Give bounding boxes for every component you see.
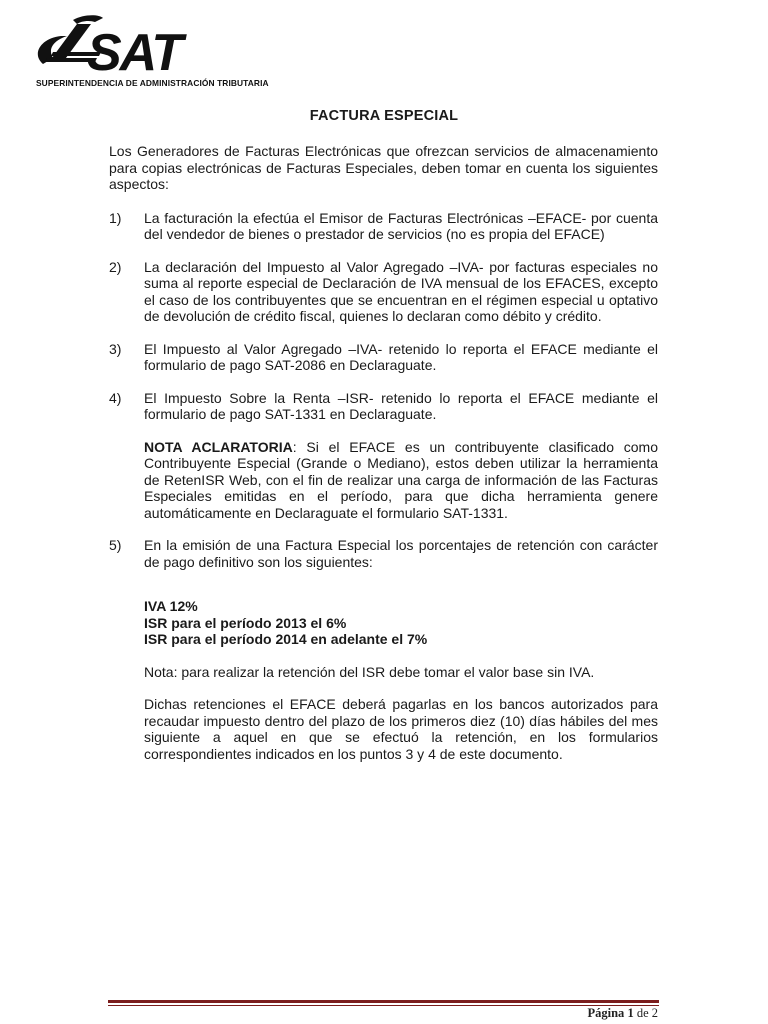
page-label: Página (587, 1006, 625, 1020)
list-item-text: La facturación la efectúa el Emisor de Facturas Electrónicas –EFACE- por cuenta del vendedor de bienes o prestador de servicios (no es propia del EFACE) (144, 209, 658, 242)
sat-logo-mark (33, 12, 248, 78)
nota-label: NOTA ACLARATORIA (144, 438, 293, 455)
list-item (109, 210, 658, 243)
footer-divider (108, 1000, 659, 1006)
list-item-number: 5) (109, 537, 122, 553)
list-item-number: 3) (109, 340, 122, 357)
page-total: 2 (651, 1006, 658, 1020)
nota-iva-base: Nota: para realizar la retención del ISR debe tomar el valor base sin IVA. (144, 663, 595, 680)
closing-paragraph: Dichas retenciones el EFACE deberá pagarlas en los bancos autorizados para recaudar impuesto dentro del plazo de los primeros diez (10) días hábiles del mes siguiente a aquel en que se efectuó la retención, en los formularios correspondientes indicados en los puntos 3 y 4 de este documento. (144, 696, 658, 762)
list-item-text: La declaración del Impuesto al Valor Agregado –IVA- por facturas especiales no suma al reporte especial de Declaración de IVA mensual de los EFACES, excepto el caso de los contribuyentes que se encuentran en el régimen especial u optativo de devolución de crédito fiscal, quienes lo declaran como débito y crédito. (144, 258, 658, 324)
list-item-text: En la emisión de una Factura Especial los porcentajes de retención con carácter de pago definitivo son los siguientes: (144, 537, 658, 570)
list-item (109, 259, 658, 325)
list-item-number: 2) (109, 258, 122, 275)
list-item (109, 390, 658, 423)
document-title: FACTURA ESPECIAL (309, 108, 459, 124)
intro-paragraph: Los Generadores de Facturas Electrónicas que ofrezcan servicios de almacenamiento para copias electrónicas de Facturas Especiales, deben tomar en cuenta los siguientes aspectos: (109, 143, 658, 192)
nota-text: : Si el EFACE es un contribuyente clasificado como Contribuyente Especial (Grande o Mediano), estos deben utilizar la herramienta de RetenISR Web, con el fin de realizar una carga de información de las Facturas Especiales emitidas en el período, para que dicha herramienta genere automáticamente en Declaraguate el formulario SAT-1331. (144, 438, 658, 521)
rate-isr-2013: ISR para el período 2013 el 6% (144, 614, 347, 631)
rate-isr-2014: ISR para el período 2014 en adelante el 7% (144, 631, 428, 647)
nota-aclaratoria (144, 439, 658, 522)
list-item-text: El Impuesto al Valor Agregado –IVA- retenido lo reporta el EFACE mediante el formulario de pago SAT-2086 en Declaraguate. (144, 340, 658, 373)
page-of: de (636, 1006, 649, 1020)
list-item-number: 4) (109, 389, 122, 406)
document-body (109, 143, 658, 778)
list-item-text: El Impuesto Sobre la Renta –ISR- retenido lo reporta el EFACE mediante el formulario de pago SAT-1331 en Declaraguate. (144, 389, 658, 422)
retention-rates (144, 598, 658, 648)
page-current: 1 (627, 1006, 634, 1020)
list-item (109, 341, 658, 374)
list-item-number: 1) (109, 209, 122, 226)
rate-iva: IVA 12% (144, 598, 198, 614)
sat-logo (33, 12, 269, 92)
page-number (588, 1006, 659, 1021)
logo-subtitle: SUPERINTENDENCIA DE ADMINISTRACIÓN TRIBUTARIA (36, 78, 269, 88)
logo-text: SAT (87, 24, 182, 78)
list-item (109, 537, 658, 570)
